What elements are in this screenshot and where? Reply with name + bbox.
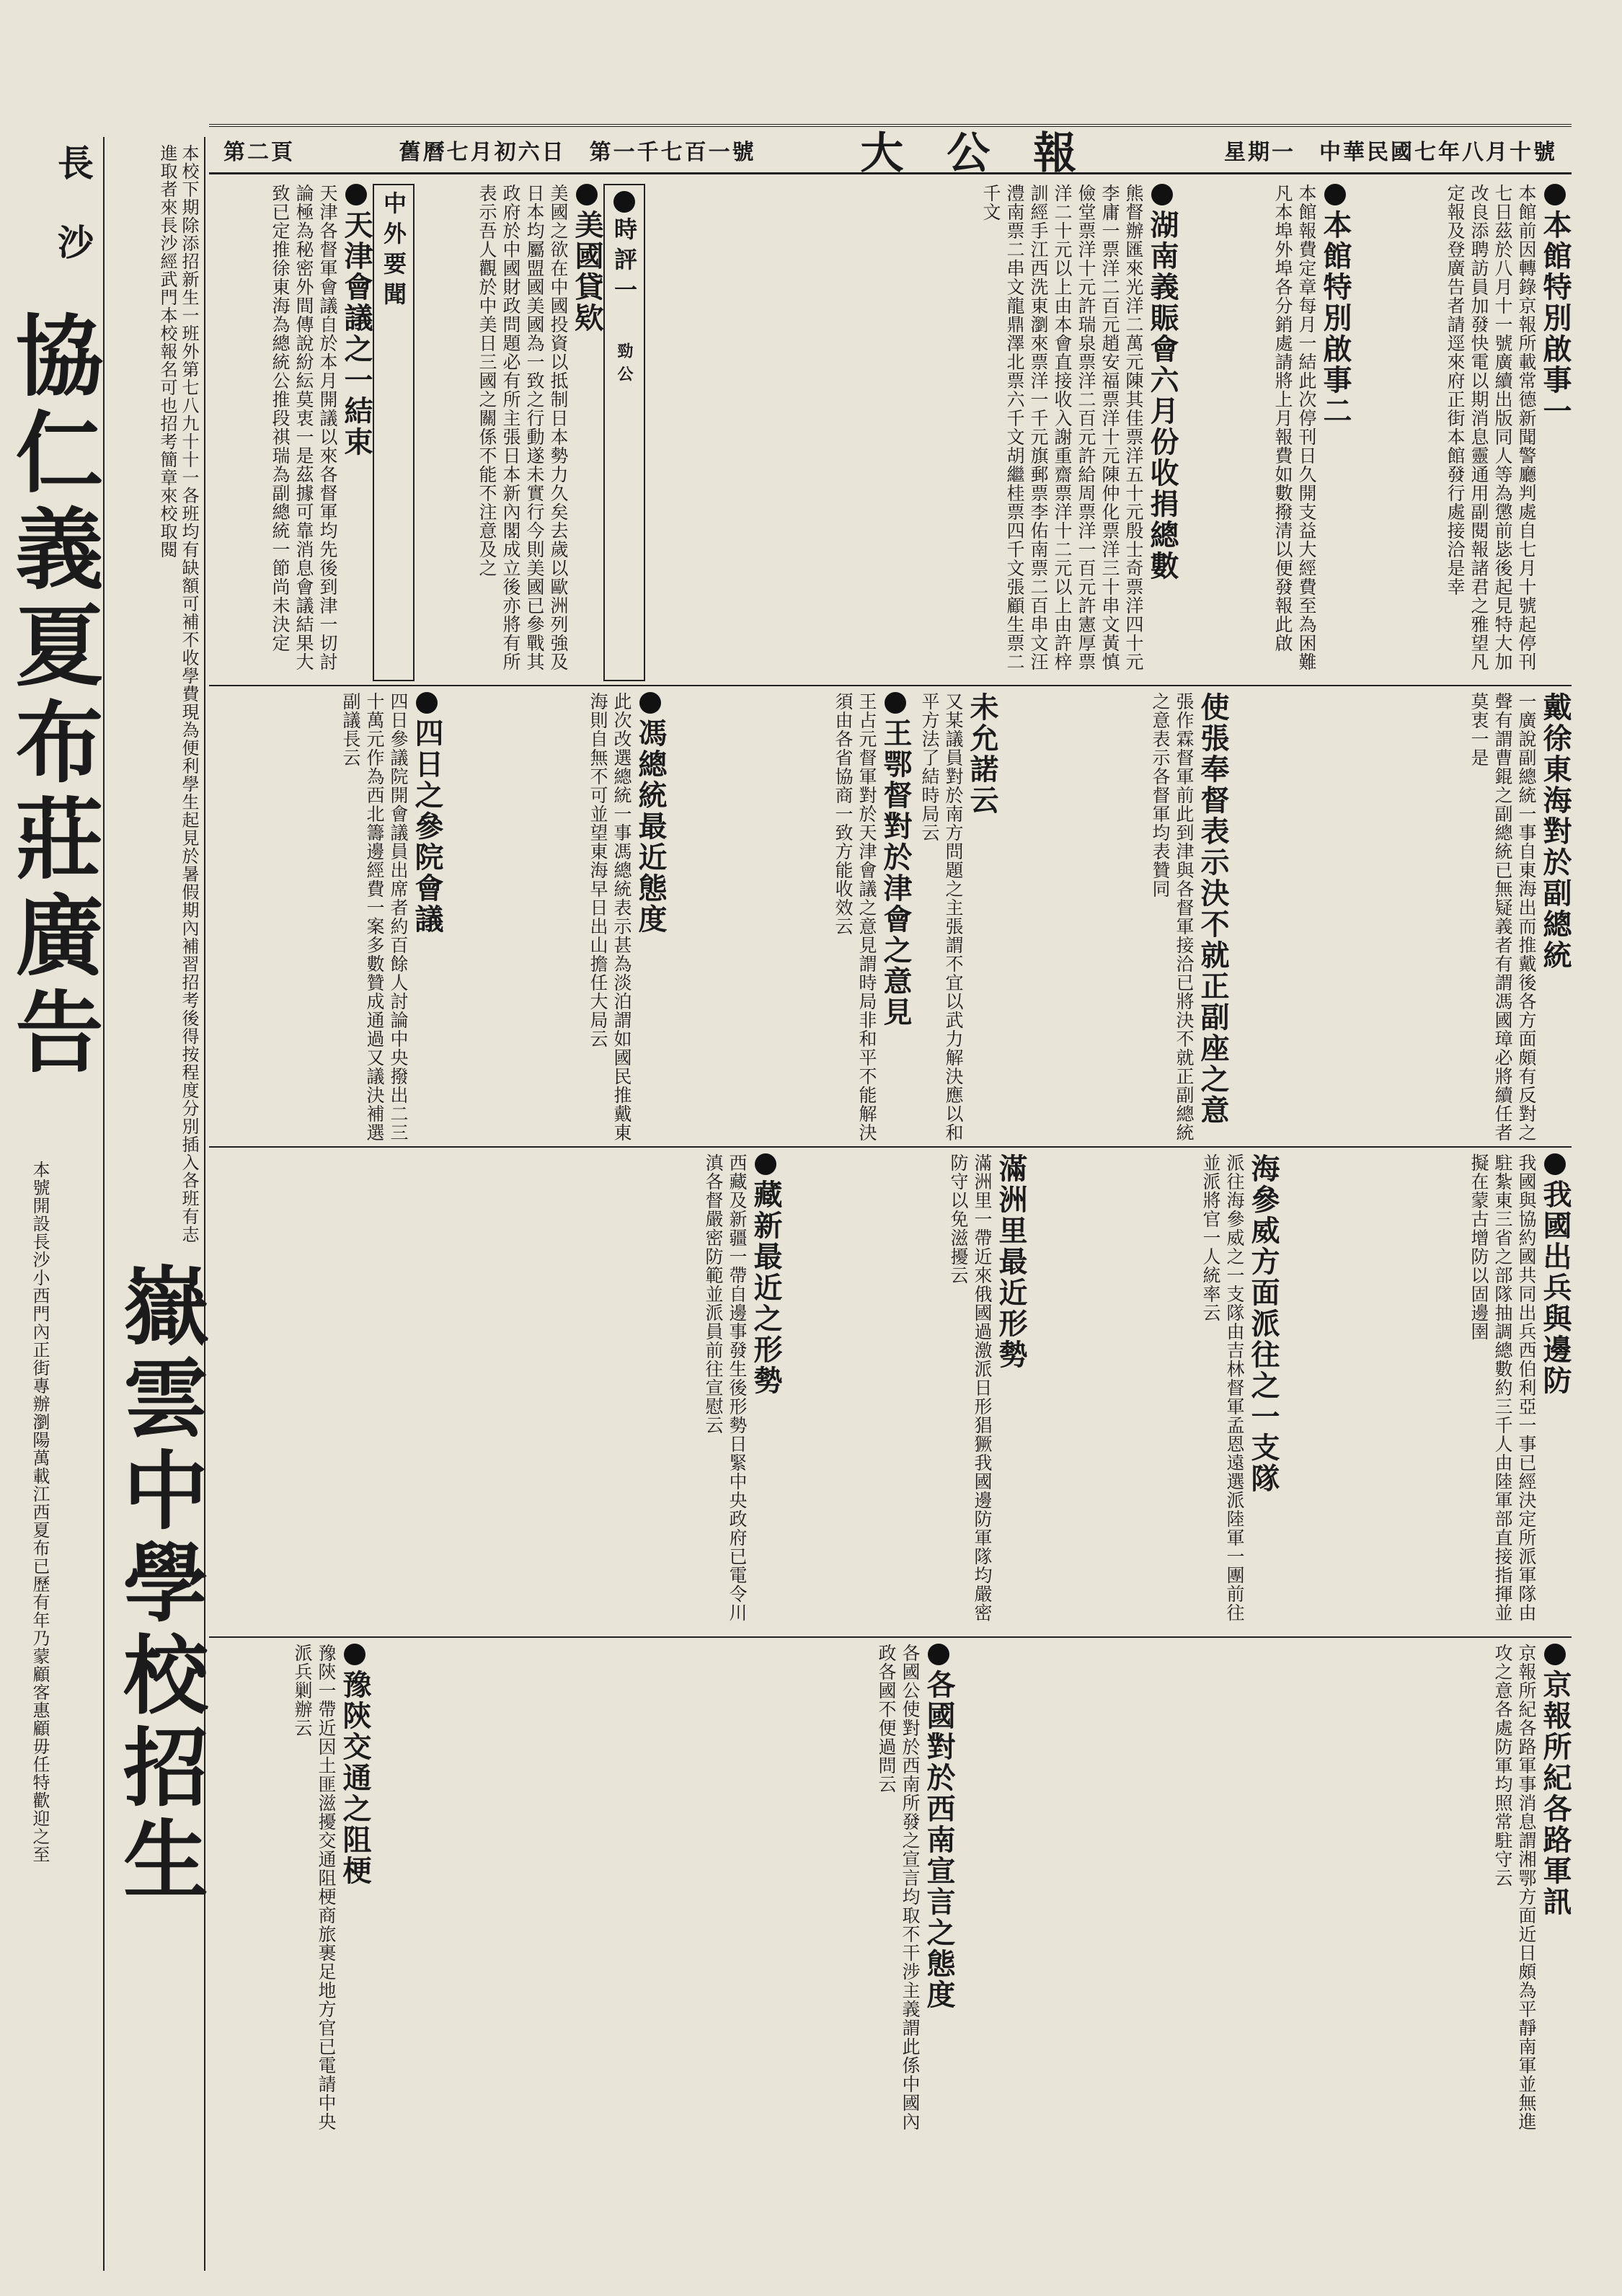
- notice-special-1-title: 本館特別啟事一: [1538, 184, 1572, 681]
- bullet-icon: [1151, 184, 1173, 205]
- bullet-icon: [576, 184, 598, 205]
- notice-special-2-body: 本館報費定章每月一結此次停刊日久開支益大經費至為困難凡本埠外埠各分銷處請將上月報費如數撥清以便發報此啟: [1272, 184, 1317, 671]
- commentary-title: 時評一 勁公: [603, 184, 645, 681]
- school-ad-title: 嶽雲中學校招生: [109, 1262, 208, 1907]
- notice-special-1-body: 本館前因轉錄京報所載常德新聞警廳判處自七月十號起停刊七日茲於八月十一號廣續出版同人等為懲前毖後起見特大加改良添聘訪員加發快電以期消息靈通用副閱報諸君之雅望凡定報及登廣告者請逕來府正街本館發行處接洽是幸: [1445, 184, 1537, 671]
- article-henan-shaanxi: [209, 1644, 371, 2134]
- article-manchuria-title: 滿洲里最近形勢: [994, 1153, 1027, 1370]
- article-vice-president: [1233, 692, 1572, 1143]
- bullet-icon: [755, 1153, 776, 1175]
- article-military-news: [959, 1644, 1572, 2134]
- bullet-icon: [345, 184, 367, 205]
- article-tibet-xinjiang: [209, 1153, 782, 1633]
- major-news-column: [209, 184, 415, 681]
- article-vladivostok-body: 派往海參威之一支隊由吉林督軍孟恩遠選派陸軍一團前往並派將官一人統率云: [1200, 1153, 1245, 1622]
- masthead-lunar: 舊曆七月初六日: [399, 139, 566, 165]
- bullet-icon: [639, 692, 661, 714]
- band-divider-1: [209, 685, 1572, 686]
- bullet-icon: [1324, 184, 1346, 205]
- masthead-page: 第二頁: [223, 139, 295, 165]
- article-vice-president-body: 一廣說副總統一事自東海出而推戴後各方面頗有反對之聲有謂曹錕之副總統已無疑義者有謂馮國璋必將續任者莫衷一是: [1468, 692, 1537, 1142]
- article-fengtian: [1002, 692, 1229, 1143]
- bullet-icon: [1544, 184, 1566, 205]
- commentary-body: 美國之欲在中國投資以抵制日本勢力久矣去歲以歐洲列強及日本均屬盟國美國為一致之行動遂未實行今則美國已參戰其政府於中國財政問題必有所主張日本新內閣成立後亦將有所表示吾人觀於中美日三國之關係不能不注意及之: [477, 184, 569, 671]
- article-manchuria-body: 滿洲里一帶近來俄國過激派日形猖獗我國邊防軍隊均嚴密防守以免滋擾云: [948, 1153, 993, 1622]
- article-troops-border: [1283, 1153, 1572, 1633]
- school-ad-body: 本校下期除添招新生一班外第七八九十十一各班均有缺額可補不收學費現為便利學生起見於暑假期內補習招考後得按程度分別插入各班有志進取者來長沙經武門本校報名可也招考簡章來校取閱: [157, 144, 199, 1244]
- bullet-icon: [1544, 1153, 1566, 1175]
- relief-donations-title: 湖南義賑會六月份收捐總數: [1145, 184, 1179, 681]
- article-henan-shaanxi-body: 豫陝一帶近因土匪滋擾交通阻梗商旅裹足地方官已電請中央派兵剿辦云: [292, 1644, 337, 2131]
- masthead-issue-number: 第一千七百一號: [589, 139, 756, 165]
- article-not-agreed-title: 未允諾云: [965, 692, 998, 816]
- article-not-agreed-body: 又某議員對於南方問題之主張謂不宜以武力解決應以和平方法了結時局云: [919, 692, 964, 1142]
- major-news-body: 天津各督軍會議自於本月開議以來各督軍均先後到津一切討論極為秘密外間傳說紛紜莫衷一是茲據可靠消息會議結果大致已定推徐東海為總統公推段祺瑞為副總統一節尚未決定: [270, 184, 338, 671]
- article-vladivostok-title: 海參威方面派往之一支隊: [1246, 1153, 1280, 1494]
- article-tibet-xinjiang-title: 藏新最近之形勢: [749, 1153, 782, 1633]
- bullet-icon: [344, 1644, 365, 1665]
- masthead: [209, 124, 1572, 179]
- relief-donations: [649, 184, 1179, 681]
- masthead-date: [1224, 134, 1557, 166]
- major-news-headline: 天津會議之一結束: [340, 184, 373, 681]
- masthead-paper-name: 大公報: [860, 128, 1120, 179]
- shop-ad-title: 協仁義夏布莊廣告: [1, 310, 103, 1083]
- masthead-issue: [399, 134, 756, 166]
- article-military-news-title: 京報所紀各路軍訊: [1538, 1644, 1572, 2134]
- article-troops-border-title: 我國出兵與邊防: [1538, 1153, 1572, 1633]
- notice-special-2-title: 本館特別啟事二: [1319, 184, 1352, 681]
- article-southwest-declaration-body: 各國公使對於西南所發之宣言均取不干涉主義謂此係中國內政各國不便過問云: [876, 1644, 921, 2131]
- article-not-agreed: [916, 692, 998, 1143]
- school-advertisement: [105, 137, 208, 2271]
- article-senate: [209, 692, 443, 1143]
- major-news-title: 中外要聞: [373, 184, 415, 681]
- relief-donations-body: 熊督辦匯來光洋二萬元陳其佳票洋五十元殷士奇票洋四十元李庸一票洋二百元趙安福票洋十元陳仲化票洋三十串文黃慎儉堂票洋十元許瑞泉票洋二百元許給周票洋一百元許憲厚票洋二十元以上由本會直接收入謝重齋票洋十二元以上由許梓訓經手江西洗東瀏來票洋一千元旗郵票李佑南票二百串文汪澧南票二串文龍鼎澤北票六千文胡繼桂票四千文張顧生票二千文: [980, 184, 1144, 671]
- bullet-icon: [416, 692, 438, 714]
- commentary-column: [418, 184, 645, 681]
- article-hubei-governor: [670, 692, 912, 1143]
- band-divider-2: [209, 1146, 1572, 1148]
- article-vladivostok: [1031, 1153, 1280, 1633]
- band-divider-3: [209, 1636, 1572, 1638]
- shop-tag: 長沙: [52, 144, 94, 303]
- article-hubei-governor-title: 王鄂督對於津會之意見: [879, 692, 912, 1143]
- article-military-news-body: 京報所紀各路軍事消息謂湘鄂方面近日頗為平靜南軍並無進攻之意各處防軍均照常駐守云: [1492, 1644, 1537, 2131]
- article-senate-title: 四日之參院會議: [410, 692, 443, 1143]
- masthead-date-right: 中華民國七年八月十號: [1319, 139, 1557, 165]
- bullet-icon: [613, 191, 635, 213]
- notice-special-1: [1355, 184, 1572, 681]
- masthead-weekday: 星期一: [1223, 139, 1295, 165]
- article-vice-president-title: 戴徐東海對於副總統: [1538, 692, 1572, 971]
- article-southwest-declaration: [375, 1644, 955, 2134]
- shop-advertisement: [0, 137, 105, 2271]
- article-southwest-declaration-title: 各國對於西南宣言之態度: [922, 1644, 955, 2134]
- bullet-icon: [885, 692, 906, 714]
- article-president-feng: [447, 692, 667, 1143]
- notice-special-2: [1182, 184, 1352, 681]
- commentary-author: 勁公: [615, 342, 634, 389]
- article-fengtian-title: 使張奉督表示決不就正副座之意: [1196, 692, 1229, 1126]
- bullet-icon: [928, 1644, 949, 1665]
- bullet-icon: [1544, 1644, 1566, 1665]
- article-fengtian-body: 張作霖督軍前此到津與各督軍接洽已將決不就正副總統之意表示各督軍均表贊同: [1150, 692, 1195, 1142]
- article-troops-border-body: 我國與協約國共同出兵西伯利亞一事已經決定所派軍隊由駐紮東三省之部隊抽調總數約三千人由陸軍部直接指揮並擬在蒙古增防以固邊圉: [1468, 1153, 1537, 1622]
- article-president-feng-title: 馮總統最近態度: [634, 692, 667, 1143]
- article-hubei-governor-body: 王占元督軍對於天津會議之意見謂時局非和平不能解決須由各省協商一致方能收效云: [833, 692, 877, 1142]
- article-president-feng-body: 此次改選總統一事馮總統表示甚為淡泊謂如國民推戴東海則自無不可並望東海早日出山擔任大局云: [588, 692, 632, 1142]
- article-tibet-xinjiang-body: 西藏及新疆一帶自邊事發生後形勢日緊中央政府已電令川滇各督嚴密防範並派員前往宣慰云: [703, 1153, 748, 1622]
- shop-ad-body: 本號開設長沙小西門內正街專辦瀏陽萬載江西夏布已歷有年乃蒙顧客惠顧毋任特歡迎之至: [30, 1161, 50, 1863]
- article-senate-body: 四日參議院開會議員出席者約百餘人討論中央撥出二三十萬元作為西北籌邊經費一案多數贊成通過又議決補選副議長云: [340, 692, 409, 1142]
- article-henan-shaanxi-title: 豫陝交通之阻梗: [338, 1644, 371, 2134]
- article-manchuria: [786, 1153, 1027, 1633]
- commentary-headline: 美國貸欵: [570, 184, 603, 681]
